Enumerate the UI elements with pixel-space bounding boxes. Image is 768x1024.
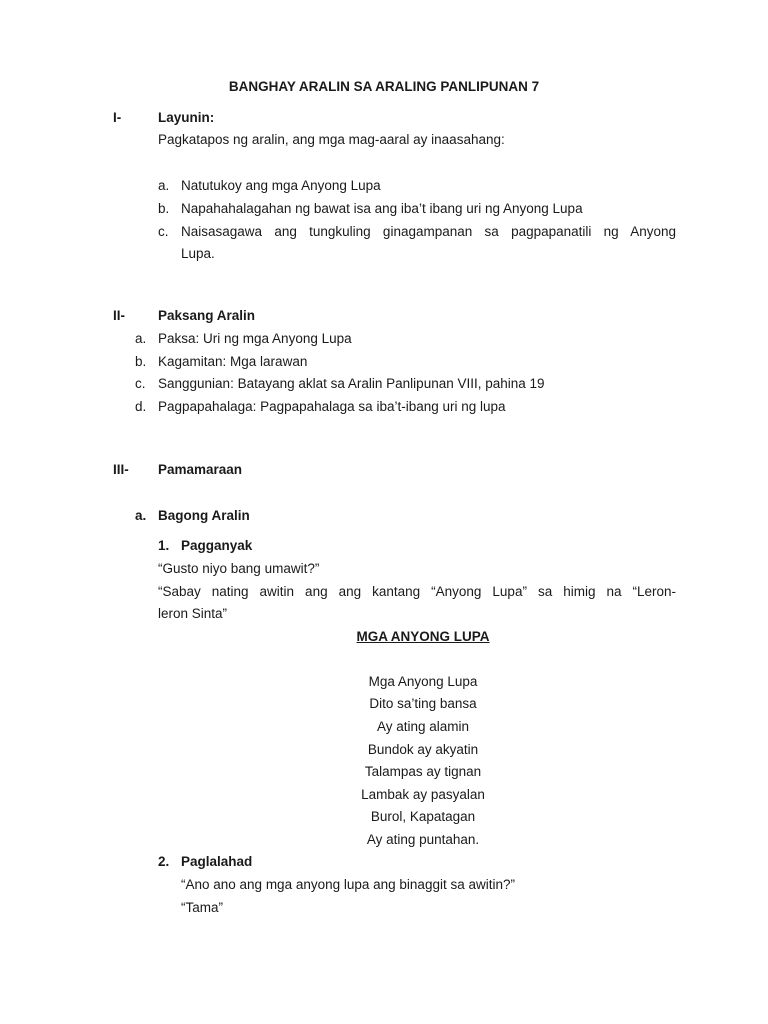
section-2-heading: Paksang Aralin [158, 308, 256, 323]
objective-continuation: Lupa. [181, 246, 215, 261]
objective-marker: c. [158, 224, 169, 239]
objective-marker: a. [158, 178, 170, 193]
step-text: leron Sinta” [158, 606, 228, 621]
song-line: Burol, Kapatagan [370, 809, 476, 824]
topic-marker: c. [135, 376, 146, 391]
step-number: 1. [158, 538, 170, 553]
song-line: Talampas ay tignan [364, 764, 482, 779]
step-text: “Ano ano ang mga anyong lupa ang binaggit sa awitin?” [181, 877, 515, 892]
step-number: 2. [158, 854, 170, 869]
topic-marker: a. [135, 331, 147, 346]
step-text: “Tama” [181, 900, 224, 915]
song-line: Lambak ay pasyalan [361, 787, 485, 802]
section-3-numeral: III- [113, 462, 129, 477]
song-line: Ay ating puntahan. [366, 832, 480, 847]
step-text: “Sabay nating awitin ang ang kantang “Anyong Lupa” sa himig na “Leron- [158, 584, 676, 599]
subsection-marker: a. [135, 508, 147, 523]
step-heading: Paglalahad [181, 854, 253, 869]
topic-marker: d. [135, 399, 147, 414]
section-1-intro: Pagkatapos ng aralin, ang mga mag-aaral ay inaasahang: [158, 132, 505, 147]
objective-text: Naisasagawa ang tungkuling ginagampanan sa pagpapanatili ng Anyong [181, 224, 676, 239]
topic-text: Kagamitan: Mga larawan [158, 354, 308, 369]
section-3-heading: Pamamaraan [158, 462, 243, 477]
section-1-numeral: I- [113, 110, 122, 125]
song-line: Bundok ay akyatin [367, 742, 479, 757]
section-2-numeral: II- [113, 308, 125, 323]
topic-text: Pagpapahalaga: Pagpapahalaga sa iba’t-ibang uri ng lupa [158, 399, 506, 414]
step-heading: Pagganyak [181, 538, 253, 553]
topic-text: Sanggunian: Batayang aklat sa Aralin Panlipunan VIII, pahina 19 [158, 376, 545, 391]
topic-marker: b. [135, 354, 147, 369]
subsection-heading: Bagong Aralin [158, 508, 250, 523]
objective-text: Napahahalagahan ng bawat isa ang iba’t ibang uri ng Anyong Lupa [181, 201, 583, 216]
song-title: MGA ANYONG LUPA [356, 629, 490, 644]
section-1-heading: Layunin: [158, 110, 215, 125]
objective-marker: b. [158, 201, 170, 216]
step-text: “Gusto niyo bang umawit?” [158, 561, 320, 576]
song-line: Ay ating alamin [376, 719, 470, 734]
objective-text: Natutukoy ang mga Anyong Lupa [181, 178, 381, 193]
topic-text: Paksa: Uri ng mga Anyong Lupa [158, 331, 352, 346]
document-title: BANGHAY ARALIN SA ARALING PANLIPUNAN 7 [228, 79, 540, 94]
song-line: Dito sa’ting bansa [369, 696, 477, 711]
song-line: Mga Anyong Lupa [368, 674, 478, 689]
